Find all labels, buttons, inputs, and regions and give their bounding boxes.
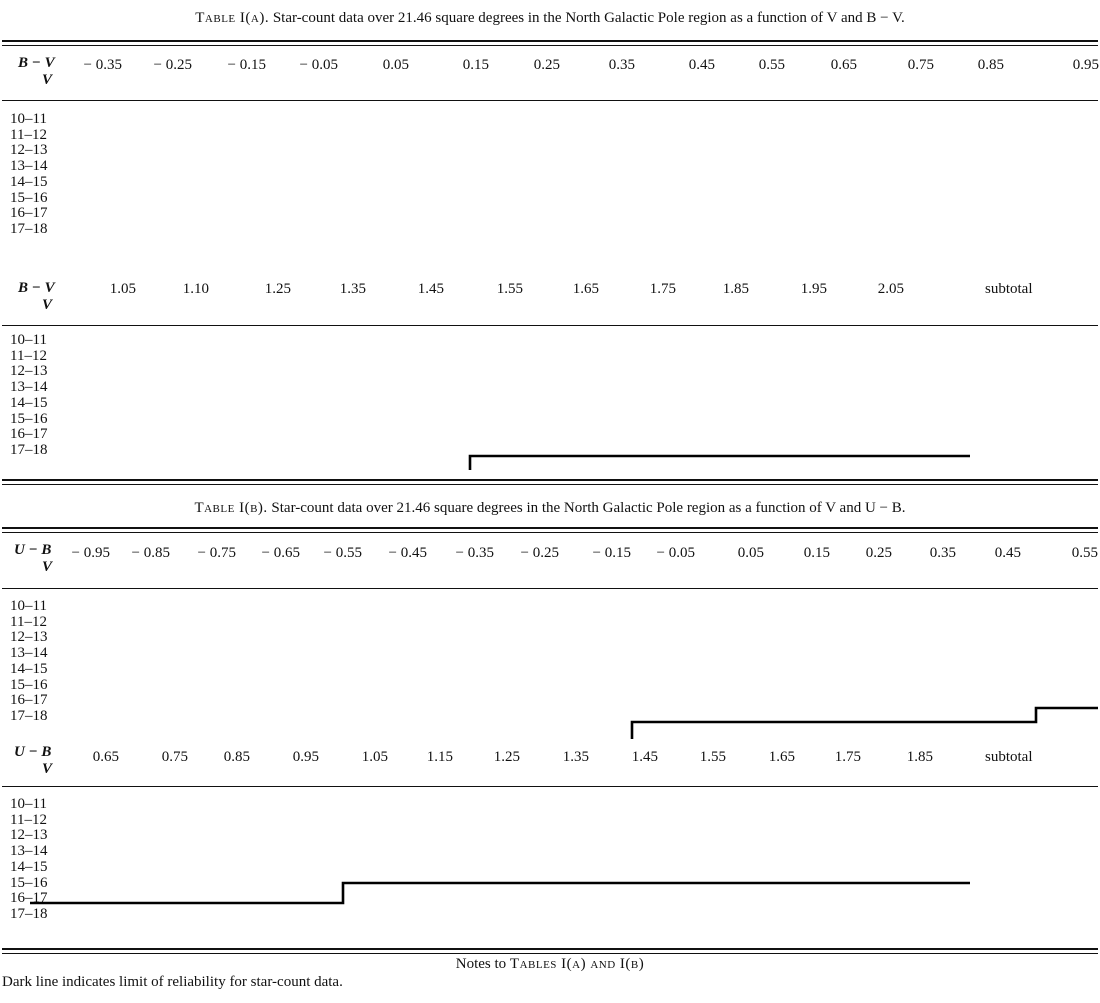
column-header: 0.55: [1071, 545, 1098, 561]
column-header: 1.45: [417, 281, 444, 297]
table-a-top-rule: [2, 40, 1098, 42]
table-a-color-label-2: B − V: [18, 280, 55, 296]
column-header: 1.25: [264, 281, 291, 297]
column-header: − 0.45: [388, 545, 427, 561]
column-header: 0.05: [382, 57, 409, 73]
row-label: 11–12: [10, 613, 47, 630]
table-b-bottom-rule-thin: [2, 953, 1098, 954]
column-header: 0.75: [907, 57, 934, 73]
column-header: − 0.25: [520, 545, 559, 561]
column-header: 0.15: [462, 57, 489, 73]
column-header: 1.75: [649, 281, 676, 297]
table-b-color-label-2: U − B: [14, 744, 52, 760]
column-header: − 0.15: [227, 57, 266, 73]
table-a-caption-text: Star-count data over 21.46 square degrees in the North Galactic Pole region as a function of V and B − V.: [272, 10, 905, 26]
row-label: 11–12: [10, 347, 47, 364]
table-b-v-label-2: V: [42, 761, 53, 777]
column-header: − 0.05: [299, 57, 338, 73]
column-header: 0.85: [977, 57, 1004, 73]
column-header: 1.35: [562, 749, 589, 765]
column-header: 1.25: [493, 749, 520, 765]
row-label: 16–17: [10, 205, 48, 222]
notes-text: Dark line indicates limit of reliability for star-count data.: [2, 974, 343, 990]
row-label: 10–11: [10, 598, 47, 614]
table-a-bottom-rule: [2, 479, 1098, 481]
row-label: 14–15: [10, 660, 48, 677]
row-label: 15–16: [10, 189, 48, 206]
table-a-part2-header-rule: [2, 325, 1098, 326]
column-header: 0.75: [161, 749, 188, 765]
row-label: 13–14: [10, 645, 48, 662]
column-header: 0.35: [608, 57, 635, 73]
table-a-bottom-rule-thin: [2, 484, 1098, 485]
column-header: 0.55: [758, 57, 785, 73]
column-header: 1.65: [768, 749, 795, 765]
row-label: 10–11: [10, 111, 47, 127]
table-b-part1-limit-line: [632, 708, 1098, 739]
row-label: 13–14: [10, 379, 48, 396]
column-header: 0.85: [223, 749, 250, 765]
table-a-v-label: V: [42, 72, 53, 88]
row-label: 10–11: [10, 332, 47, 348]
column-header: 0.65: [830, 57, 857, 73]
row-label: 13–14: [10, 158, 48, 175]
row-label: 14–15: [10, 394, 48, 411]
column-header: − 0.35: [455, 545, 494, 561]
row-label: 16–17: [10, 692, 48, 709]
row-label: 12–13: [10, 827, 48, 844]
row-label: 16–17: [10, 890, 48, 907]
column-header: 1.95: [800, 281, 827, 297]
row-label: 14–15: [10, 173, 48, 190]
column-header: 0.05: [737, 545, 764, 561]
table-b-top-rule-thin: [2, 532, 1098, 533]
row-label: 12–13: [10, 363, 48, 380]
row-label: 17–18: [10, 220, 48, 237]
row-label: 12–13: [10, 142, 48, 159]
row-label: 13–14: [10, 843, 48, 860]
row-label: 15–16: [10, 410, 48, 427]
row-label: 17–18: [10, 441, 48, 458]
column-header: 0.45: [688, 57, 715, 73]
column-header: 0.65: [92, 749, 119, 765]
column-header: 0.95: [1072, 57, 1099, 73]
table-b-caption: [0, 500, 1100, 517]
row-label: 17–18: [10, 905, 48, 922]
row-label: 14–15: [10, 858, 48, 875]
column-header: − 0.65: [261, 545, 300, 561]
table-b-top-rule: [2, 527, 1098, 529]
column-header: 0.15: [803, 545, 830, 561]
table-b-v-label: V: [42, 559, 53, 575]
table-a-part1-header-rule: [2, 100, 1098, 101]
row-label: 10–11: [10, 796, 47, 812]
table-b-bottom-rule: [2, 948, 1098, 950]
column-header: − 0.35: [83, 57, 122, 73]
notes-title-label: Tables I(a) and I(b): [509, 956, 645, 972]
row-label: 16–17: [10, 426, 48, 443]
subtotal-header: subtotal: [985, 749, 1033, 765]
column-header: 1.75: [834, 749, 861, 765]
row-label: 15–16: [10, 874, 48, 891]
column-header: − 0.25: [153, 57, 192, 73]
column-header: 1.55: [496, 281, 523, 297]
subtotal-header: subtotal: [985, 281, 1033, 297]
column-header: 1.10: [182, 281, 209, 297]
row-label: 11–12: [10, 811, 47, 828]
table-a-top-rule-thin: [2, 45, 1098, 46]
column-header: − 0.95: [71, 545, 110, 561]
column-header: 0.25: [865, 545, 892, 561]
column-header: − 0.55: [323, 545, 362, 561]
row-label: 17–18: [10, 707, 48, 724]
table-b-part1-header-rule: [2, 588, 1098, 589]
table-a-caption: [0, 10, 1100, 27]
table-a-caption-label: Table I(a).: [195, 10, 270, 26]
column-header: 1.65: [572, 281, 599, 297]
column-header: 1.85: [906, 749, 933, 765]
column-header: 1.15: [426, 749, 453, 765]
column-header: 1.85: [722, 281, 749, 297]
column-header: 0.95: [292, 749, 319, 765]
table-b-part2-limit-line: [30, 883, 970, 903]
notes-title-prefix: Notes to: [455, 956, 510, 972]
column-header: 1.35: [339, 281, 366, 297]
column-header: 1.05: [109, 281, 136, 297]
table-b-caption-label: Table I(b).: [194, 500, 268, 516]
table-a-v-label-2: V: [42, 297, 53, 313]
column-header: 0.45: [994, 545, 1021, 561]
column-header: 1.05: [361, 749, 388, 765]
row-label: 15–16: [10, 676, 48, 693]
column-header: 2.05: [877, 281, 904, 297]
row-label: 12–13: [10, 629, 48, 646]
column-header: 0.25: [533, 57, 560, 73]
row-label: 11–12: [10, 126, 47, 143]
table-b-color-label: U − B: [14, 542, 52, 558]
column-header: 1.45: [631, 749, 658, 765]
notes-title: [0, 956, 1100, 973]
column-header: − 0.05: [656, 545, 695, 561]
table-b-part2-header-rule: [2, 786, 1098, 787]
column-header: 0.35: [929, 545, 956, 561]
column-header: − 0.75: [197, 545, 236, 561]
table-a-color-label: B − V: [18, 55, 55, 71]
table-a-limit-line: [470, 456, 970, 470]
column-header: 1.55: [699, 749, 726, 765]
table-b-caption-text: Star-count data over 21.46 square degrees in the North Galactic Pole region as a function of V and U − B.: [271, 500, 906, 516]
column-header: − 0.85: [131, 545, 170, 561]
column-header: − 0.15: [592, 545, 631, 561]
